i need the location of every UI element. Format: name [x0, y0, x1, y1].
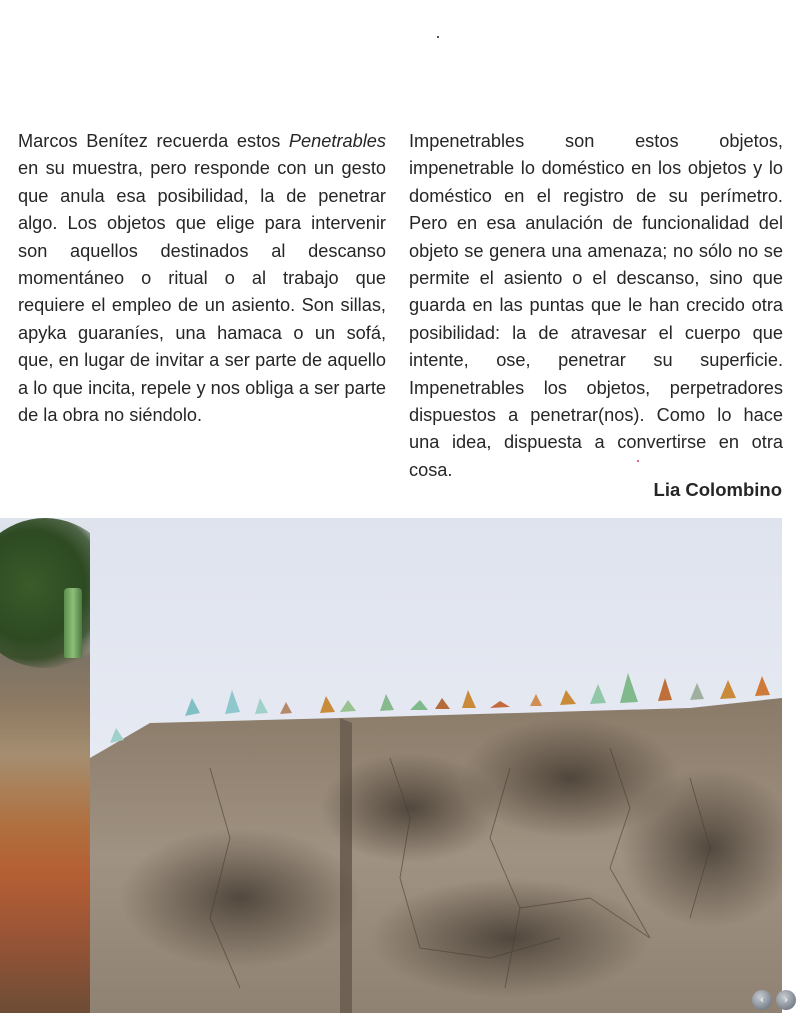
chevron-left-icon[interactable]: ‹: [752, 990, 772, 1010]
print-speck: [437, 36, 439, 38]
chevron-right-icon[interactable]: ›: [776, 990, 796, 1010]
article-column-right: Impenetrables son estos objetos, impenetrable lo doméstico en los objetos y lo doméstico en el registro de su perímetro. Pero en esa anulación de funcionalidad del objeto se genera una amenaza; no sólo no se permite el asiento o el descanso, sino que guarda en las puntas que le han crecido otra posibilidad: la de atravesar el cuerpo que intente, ose, penetrar su superficie. Impenetrables los objetos, perpetradores dispuestos a penetrar(nos). Como lo hace una idea, dispuesta a convertirse en otra cosa.: [409, 131, 783, 480]
author-signature: Lia Colombino: [653, 479, 782, 500]
page-pager: [752, 990, 796, 1010]
green-bottle: [64, 588, 82, 658]
article-column-left: [18, 128, 386, 429]
paragraph-text-continued: en su muestra, pero responde con un gesto que anula esa posibilidad, la de penetrar algo. Los objetos que elige para intervenir son aquellos destinados al descanso momentáneo o ritual o al trabajo que requiere el empleo de un asiento. Son sillas, apyka guaraníes, una hamaca o un sofá, que, en lugar de invitar a ser parte de aquello a lo que incita, repele y nos obliga a ser parte de la obra no siéndolo.: [18, 158, 386, 426]
photo-wall-illustration: [90, 518, 782, 1013]
paragraph-text: Marcos Benítez recuerda estos: [18, 131, 289, 151]
work-title-penetrables: Penetrables: [288, 131, 386, 151]
photo-detail-left: [0, 518, 90, 1013]
print-speck-red: [637, 460, 639, 462]
photo-wall-broken-glass: [90, 518, 782, 1013]
